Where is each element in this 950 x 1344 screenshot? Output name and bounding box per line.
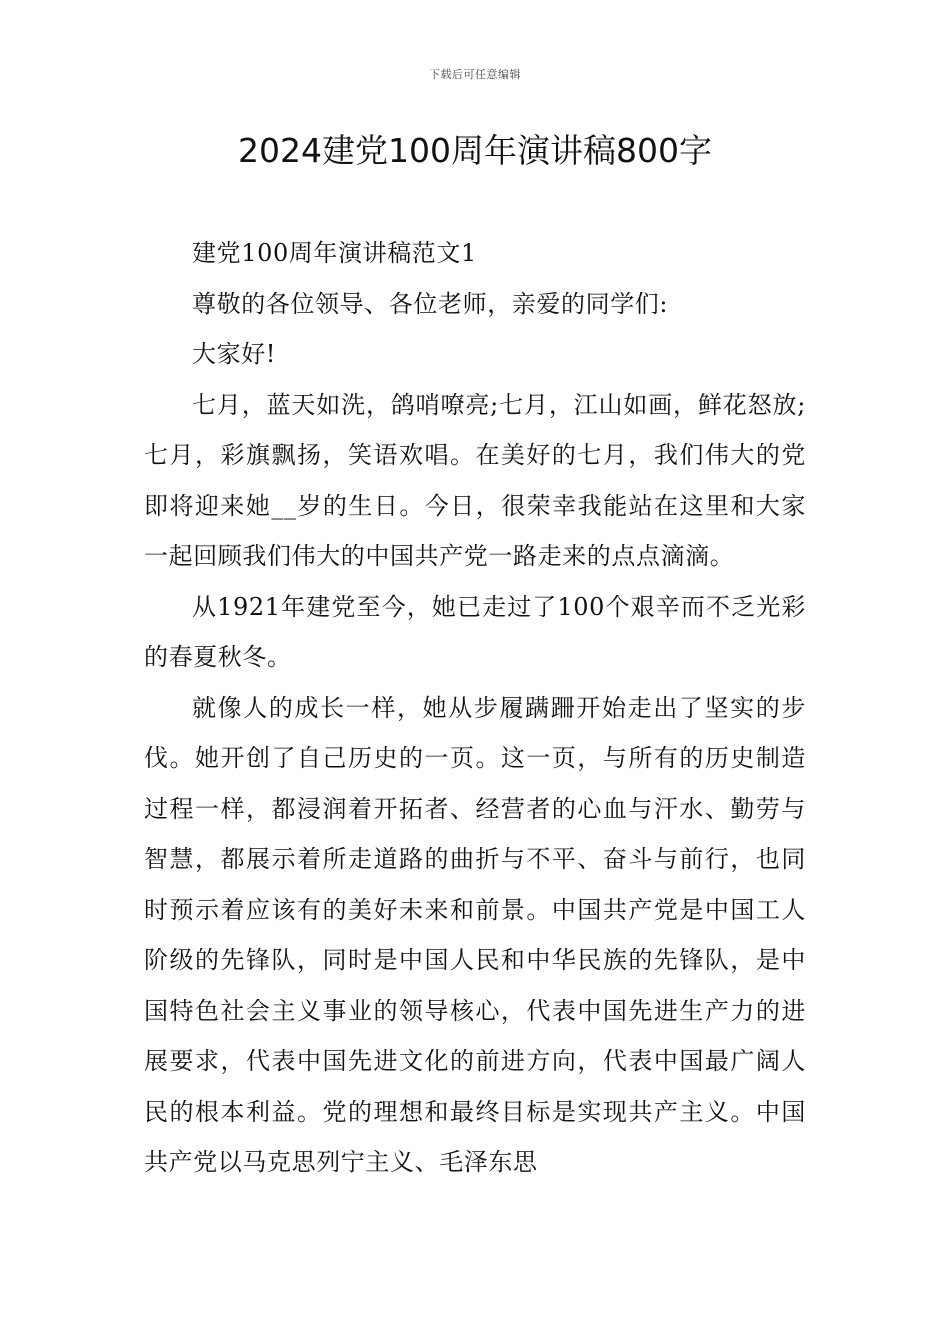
paragraph-growth: 就像人的成长一样，她从步履蹒跚开始走出了坚实的步伐。她开创了自己历史的一页。这一页，与所有的历史制造过程一样，都浸润着开拓者、经营者的心血与汗水、勤劳与智慧，都展示着所走道路的曲折与不平、奋斗与前行，也同时预示着应该有的美好未来和前景。中国共产党是中国工人阶级的先锋队，同时是中国人民和中华民族的先锋队，是中国特色社会主义事业的领导核心，代表中国先进生产力的进展要求，代表中国先进文化的前进方向，代表中国最广阔人民的根本利益。党的理想和最终目标是实现共产主义。中国共产党以马克思列宁主义、毛泽东思 — [144, 693, 806, 1176]
paragraph-history: 从1921年建党至今，她已走过了100个艰辛而不乏光彩的春夏秋冬。 — [144, 592, 806, 671]
paragraph-salutation: 尊敬的各位领导、各位老师，亲爱的同学们: — [192, 289, 669, 318]
document-title: 2024建党100周年演讲稿800字 — [238, 131, 712, 170]
paragraph-subtitle: 建党100周年演讲稿范文1 — [192, 239, 477, 267]
header-note: 下载后可任意编辑 — [429, 68, 521, 81]
paragraph-greeting: 大家好! — [192, 340, 277, 368]
document-body — [144, 228, 806, 1188]
paragraph-july: 七月，蓝天如洗，鸽哨嘹亮;七月，江山如画，鲜花怒放;七月，彩旗飘扬，笑语欢唱。在美好的七月，我们伟大的党即将迎来她__岁的生日。今日，很荣幸我能站在这里和大家一起回顾我们伟大的中国共产党一路走来的点点滴滴。 — [144, 390, 806, 570]
